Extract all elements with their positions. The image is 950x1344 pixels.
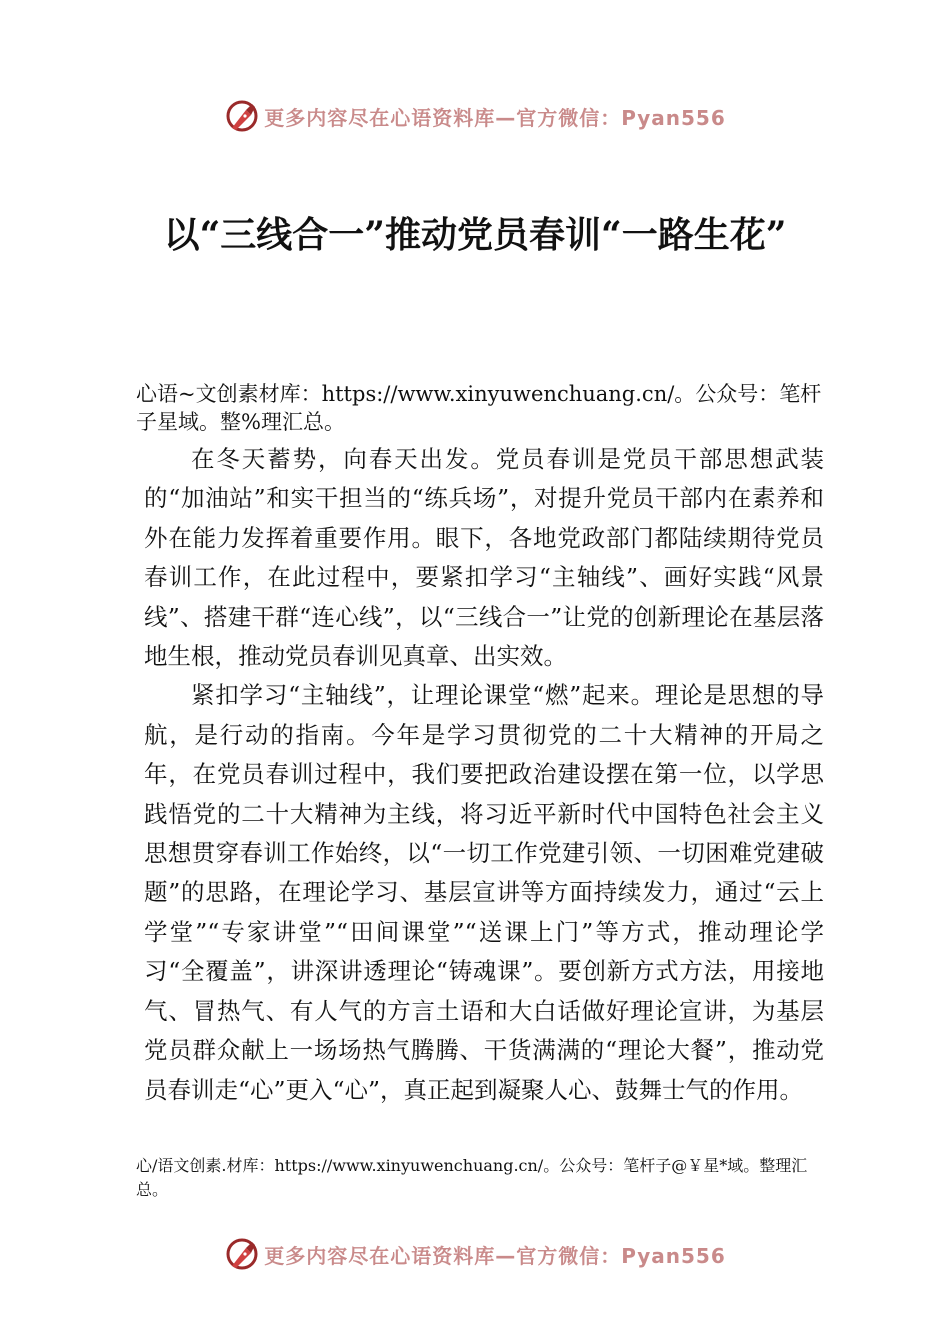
footer-source-note: 心/语文创素.材库：https://www.xinyuwenchuang.cn/。公众号：笔杆子@￥星*域。整理汇总。 — [136, 1156, 808, 1199]
pen-nib-logo-icon — [224, 98, 260, 134]
paragraph: 紧扣学习“主轴线”，让理论课堂“燃”起来。理论是思想的导航，是行动的指南。今年是学习贯彻党的二十大精神的开局之年，在党员春训过程中，我们要把政治建设摆在第一位，以学思践悟党的二十大精神为主线，将习近平新时代中国特色社会主义思想贯穿春训工作始终，以“一切工作党建引领、一切困难党建破题”的思路，在理论学习、基层宣讲等方面持续发力，通过“云上学堂”“专家讲堂”“田间课堂”“送课上门”等方式，推动理论学习“全覆盖”，讲深讲透理论“铸魂课”。要创新方式方法，用接地气、冒热气、有人气的方言土语和大白话做好理论宣讲，为基层党员群众献上一场场热气腾腾、干货满满的“理论大餐”，推动党员春训走“心”更入“心”，真正起到凝聚人心、鼓舞士气的作用。 — [144, 681, 824, 1104]
body-text — [144, 440, 824, 1110]
banner-text: 更多内容尽在心语资料库—官方微信：Pyan556 — [264, 105, 726, 130]
document-title: 以“三线合一”推动党员春训“一路生花” — [163, 214, 787, 256]
pen-nib-logo-icon — [224, 1236, 260, 1272]
banner-text: 更多内容尽在心语资料库—官方微信：Pyan556 — [264, 1243, 726, 1268]
source-note: 心语~文创素材库：https://www.xinyuwenchuang.cn/。公众号：笔杆子星域。整%理汇总。 — [136, 382, 822, 434]
footer-banner — [0, 1234, 950, 1274]
header-banner — [0, 96, 950, 136]
paragraph: 在冬天蓄势，向春天出发。党员春训是党员干部思想武装的“加油站”和实干担当的“练兵场”，对提升党员干部内在素养和外在能力发挥着重要作用。眼下，各地党政部门都陆续期待党员春训工作，在此过程中，要紧扣学习“主轴线”、画好实践“风景线”、搭建干群“连心线”，以“三线合一”让党的创新理论在基层落地生根，推动党员春训见真章、出实效。 — [144, 445, 824, 671]
